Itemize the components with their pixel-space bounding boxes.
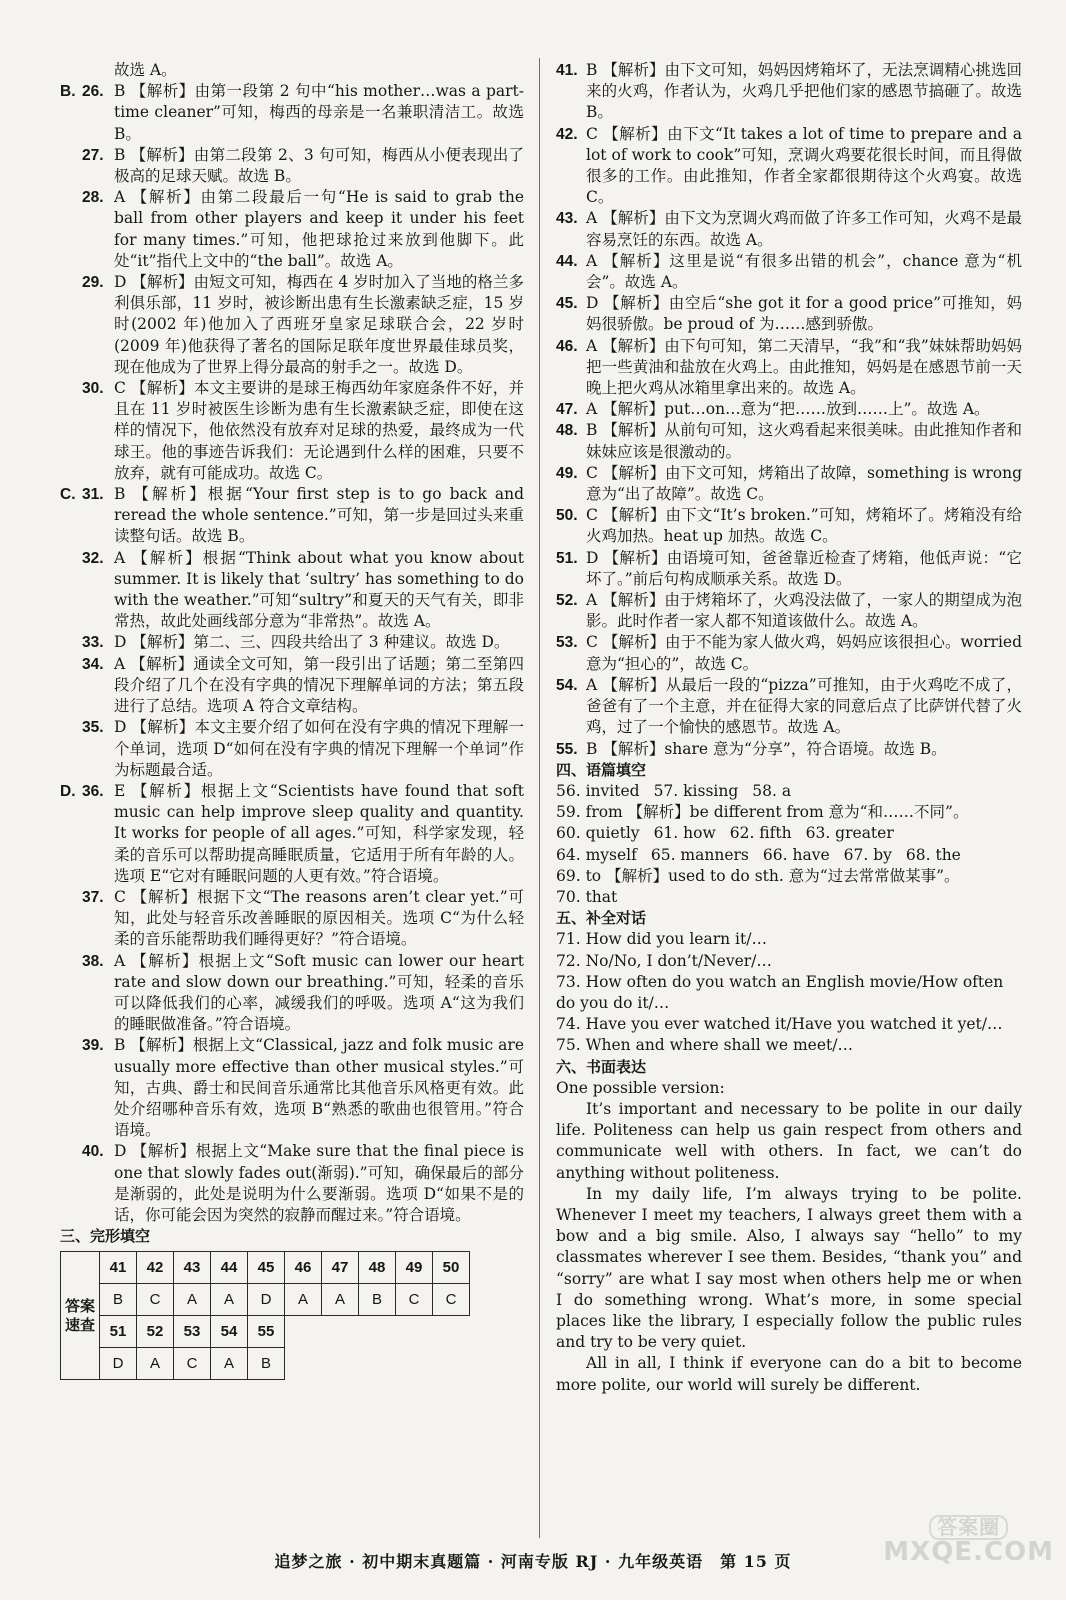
question-number: 39. bbox=[82, 1037, 104, 1055]
question-number: 51. bbox=[556, 549, 578, 567]
answer-explanation: C 【解析】由下文“It takes a lot of time to prepare and a lot of work to cook”可知，烹调火鸡要花很长时间，而且得做很多的工作。由此推知，作者全家都很期待这个火鸡宴。故选 C。 bbox=[586, 124, 1022, 207]
fill-answer: 65. manners bbox=[650, 845, 749, 864]
fill-answer: 68. the bbox=[905, 845, 961, 864]
answer-explanation: E 【解析】根据上文“Scientists have found that soft music can help improve sleep quality and quantity. It works for people of all ages.”可知，科学家发现，轻柔的音乐可以帮助提高睡眠质量，它适用于所有年龄的人。选项 E“它对有睡眠问题的人更有效。”符合语境。 bbox=[114, 781, 524, 885]
question-number: 30. bbox=[82, 380, 104, 398]
question-number-cell: 50 bbox=[433, 1252, 470, 1284]
question-number: 35. bbox=[82, 719, 104, 737]
answer-explanation: A 【解析】由下句可知，第二天清早，“我”和“我”妹妹帮助妈妈把一些黄油和盐放在火鸡上。由此推知，妈妈是在感恩节前一天晚上把火鸡从冰箱里拿出来的。故选 A。 bbox=[586, 336, 1022, 398]
answer-explanation: A 【解析】put…on…意为“把……放到……上”。故选 A。 bbox=[586, 400, 990, 419]
writing-intro: One possible version: bbox=[556, 1078, 725, 1097]
fill-answer: 64. myself bbox=[556, 845, 637, 864]
answer-cell: C bbox=[174, 1348, 211, 1380]
page-footer: 追梦之旅 · 初中期末真题篇 · 河南专版 RJ · 九年级英语 第 15 页 bbox=[274, 1552, 792, 1571]
answer-cell: A bbox=[137, 1348, 174, 1380]
dialogue-answer: 73. How often do you watch an English movie/How often do you do it/… bbox=[556, 972, 1004, 1012]
column-divider bbox=[539, 58, 540, 1538]
answer-item bbox=[60, 887, 524, 951]
answer-item bbox=[556, 124, 1022, 209]
essay-paragraph: All in all, I think if everyone can do a bit to become more polite, our world will surely be different. bbox=[556, 1354, 1022, 1394]
question-number: 48. bbox=[556, 422, 578, 440]
question-number: 32. bbox=[82, 549, 104, 567]
answer-item bbox=[556, 251, 1022, 293]
answer-cell: B bbox=[100, 1284, 137, 1316]
passage-letter: D. bbox=[60, 782, 76, 800]
answer-item bbox=[60, 781, 524, 887]
question-number: 54. bbox=[556, 676, 578, 694]
answer-explanation: C 【解析】由下文“It’s broken.”可知，烤箱坏了。烤箱没有给火鸡加热。heat up 加热。故选 C。 bbox=[586, 506, 1022, 546]
dialogue-answer: 74. Have you ever watched it/Have you watched it yet/… bbox=[556, 1015, 1003, 1034]
question-number-cell: 55 bbox=[248, 1316, 285, 1348]
answer-item bbox=[60, 1141, 524, 1226]
answer-explanation: D 【解析】本文主要介绍了如何在没有字典的情况下理解一个单词，选项 D“如何在没有字典的情况下理解一个单词”作为标题最合适。 bbox=[114, 718, 524, 779]
fill-answer-line bbox=[556, 866, 1022, 887]
fill-answer: 62. fifth bbox=[729, 824, 792, 843]
question-number: 52. bbox=[556, 592, 578, 610]
fill-answer-line bbox=[556, 781, 1022, 802]
left-column bbox=[60, 60, 524, 1380]
question-number-cell: 54 bbox=[211, 1316, 248, 1348]
answer-item bbox=[556, 336, 1022, 400]
fill-answer-line bbox=[556, 845, 1022, 866]
answer-explanation: B 【解析】由下文可知，妈妈因烤箱坏了，无法烹调精心挑选回来的火鸡，作者认为，火鸡几乎把他们家的感恩节搞砸了。故选 B。 bbox=[586, 61, 1022, 122]
dialogue-answer: 75. When and where shall we meet/… bbox=[556, 1036, 853, 1055]
question-number: 50. bbox=[556, 507, 578, 525]
answer-item bbox=[556, 399, 1022, 420]
fill-answer: 70. that bbox=[556, 887, 618, 906]
fill-answer: 66. have bbox=[762, 845, 830, 864]
question-number: 31. bbox=[82, 486, 104, 504]
answer-item bbox=[60, 378, 524, 484]
question-number: 29. bbox=[82, 274, 104, 292]
answer-cell: B bbox=[359, 1284, 396, 1316]
fill-answer: 69. to 【解析】used to do sth. 意为“过去常常做某事”。 bbox=[556, 866, 960, 885]
answer-item bbox=[60, 145, 524, 187]
answer-explanation: C 【解析】本文主要讲的是球王梅西幼年家庭条件不好，并且在 11 岁时被医生诊断为患有生长激素缺乏症，即使在这样的情况下，他依然没有放弃对足球的热爱，最终成为一代球王。他的事迹告诉我们：无论遇到什么样的困难，只要不放弃，就有可能成功。故选 C。 bbox=[114, 379, 524, 482]
answer-explanation: C 【解析】根据下文“The reasons aren’t clear yet.”可知，此处与轻音乐改善睡眠的原因相关。选项 C“为什么轻柔的音乐能帮助我们睡得更好？”符合语境。 bbox=[114, 887, 524, 949]
fill-answer: 57. kissing bbox=[653, 781, 739, 800]
question-number: 53. bbox=[556, 634, 578, 652]
fill-answer: 61. how bbox=[653, 824, 716, 843]
answer-item bbox=[556, 463, 1022, 505]
watermark-logo: 答案圈 bbox=[929, 1515, 1008, 1540]
question-number: 36. bbox=[82, 782, 104, 800]
question-number: 44. bbox=[556, 252, 578, 270]
answer-cell: C bbox=[433, 1284, 470, 1316]
answer-explanation: B 【解析】从前句可知，这火鸡看起来很美味。由此推知作者和妹妹应该是很激动的。 bbox=[586, 421, 1022, 461]
answer-item bbox=[60, 81, 524, 145]
question-number: 26. bbox=[82, 83, 104, 101]
answer-cell: A bbox=[211, 1284, 248, 1316]
answer-item bbox=[556, 505, 1022, 547]
answer-explanation: A 【解析】从最后一段的“pizza”可推知，由于火鸡吃不成了，爸爸有了一个主意，并在征得大家的同意后点了比萨饼代替了火鸡，过了一个愉快的感恩节。故选 A。 bbox=[586, 675, 1022, 737]
answer-item bbox=[556, 632, 1022, 674]
answer-cell: A bbox=[285, 1284, 322, 1316]
answer-cell: D bbox=[100, 1348, 137, 1380]
fill-answer: 59. from 【解析】be different from 意为“和……不同”。 bbox=[556, 803, 969, 822]
question-number-cell: 42 bbox=[137, 1252, 174, 1284]
essay-paragraph: It’s important and necessary to be polite in our daily life. Politeness can help us gain respect from others and communicate well with others. In fact, we can’t do anything without politeness. bbox=[556, 1099, 1022, 1182]
empty-cell bbox=[285, 1316, 470, 1380]
answer-explanation: B 【解析】根据上文“Classical, jazz and folk music are usually more effective than other musical styles.”可知，古典、爵士和民间音乐通常比其他音乐风格更有效。此处介绍哪种音乐有效，选项 B“熟悉的歌曲也很管用。”符合语境。 bbox=[114, 1036, 524, 1140]
answer-item bbox=[60, 272, 524, 378]
question-number-cell: 52 bbox=[137, 1316, 174, 1348]
answer-item bbox=[556, 675, 1022, 739]
question-number: 34. bbox=[82, 655, 104, 673]
fill-answer-line bbox=[556, 802, 1022, 823]
right-column bbox=[556, 60, 1022, 1396]
answer-item bbox=[60, 484, 524, 548]
question-number-cell: 46 bbox=[285, 1252, 322, 1284]
answer-explanation: D 【解析】由短文可知，梅西在 4 岁时加入了当地的格兰多利俱乐部，11 岁时，被诊断出患有生长激素缺乏症，15 岁时(2002 年)他加入了西班牙皇家足球联合会，22 岁时(2009 年)他获得了著名的国际足联年度世界最佳球员奖，现在他成为了世界上得分最高的射手之一。故选 D。 bbox=[114, 273, 524, 376]
answer-explanation: B 【解析】根据“Your first step is to go back and reread the whole sentence.”可知，第一步是回过头来重读整句话。故选 B。 bbox=[114, 485, 524, 546]
fill-answer: 67. by bbox=[843, 845, 892, 864]
question-number: 46. bbox=[556, 337, 578, 355]
answer-cell: A bbox=[174, 1284, 211, 1316]
question-number: 55. bbox=[556, 740, 578, 758]
answer-item bbox=[60, 1035, 524, 1141]
fill-answer-line bbox=[556, 887, 1022, 908]
answer-item bbox=[556, 590, 1022, 632]
answer-item bbox=[60, 717, 524, 781]
answer-cell: C bbox=[137, 1284, 174, 1316]
question-number-cell: 44 bbox=[211, 1252, 248, 1284]
section-heading-passage-fill: 四、语篇填空 bbox=[556, 760, 647, 779]
answer-item bbox=[556, 739, 1022, 760]
section-heading-dialogue: 五、补全对话 bbox=[556, 909, 647, 928]
section-heading-writing: 六、书面表达 bbox=[556, 1057, 647, 1076]
question-number-cell: 48 bbox=[359, 1252, 396, 1284]
answer-explanation: D 【解析】由空后“she got it for a good price”可推知，妈妈很骄傲。be proud of 为……感到骄傲。 bbox=[586, 294, 1022, 334]
answer-key-label: 答案速查 bbox=[61, 1252, 100, 1380]
answer-cell: D bbox=[248, 1284, 285, 1316]
section-heading-cloze: 三、完形填空 bbox=[60, 1227, 151, 1246]
answer-explanation: A 【解析】通读全文可知，第一段引出了话题；第二至第四段介绍了几个在没有字典的情况下理解单词的方法；第五段进行了总结。选项 A 符合文章结构。 bbox=[114, 654, 524, 716]
dialogue-answer: 71. How did you learn it/… bbox=[556, 930, 767, 949]
question-number-cell: 47 bbox=[322, 1252, 359, 1284]
fill-answer-line bbox=[556, 823, 1022, 844]
question-number: 42. bbox=[556, 125, 578, 143]
question-number: 45. bbox=[556, 295, 578, 313]
answer-explanation: D 【解析】由语境可知，爸爸靠近检查了烤箱，他低声说：“它坏了。”前后句构成顺承关系。故选 D。 bbox=[586, 548, 1022, 588]
answer-item bbox=[60, 548, 524, 633]
answer-explanation: B 【解析】share 意为“分享”，符合语境。故选 B。 bbox=[586, 739, 947, 758]
question-number-cell: 41 bbox=[100, 1252, 137, 1284]
question-number: 43. bbox=[556, 210, 578, 228]
question-number-cell: 43 bbox=[174, 1252, 211, 1284]
fill-answer: 60. quietly bbox=[556, 824, 640, 843]
answer-explanation: A 【解析】这里是说“有很多出错的机会”，chance 意为“机会”。故选 A。 bbox=[586, 251, 1022, 292]
watermark-site: MXQE.COM bbox=[883, 1537, 1054, 1568]
answer-explanation: C 【解析】由于不能为家人做火鸡，妈妈应该很担心。worried 意为“担心的”，故选 C。 bbox=[586, 633, 1022, 673]
essay-paragraph: In my daily life, I’m always trying to be polite. Whenever I meet my teachers, I always greet them with a bow and a big smile. Also, I always say “hello” to my classmates wherever I see them. Besides, “thank you” and “sorry” are what I say most when others help me or when I do something wrong. What’s more, in some special places like the library, I especially follow the public rules and try to be very quiet. bbox=[556, 1184, 1022, 1352]
question-number-cell: 51 bbox=[100, 1316, 137, 1348]
question-number: 27. bbox=[82, 146, 104, 164]
answer-explanation: A 【解析】根据上文“Soft music can lower our heart rate and slow down our breathing.”可知，轻柔的音乐可以降低我们的心率，减缓我们的呼吸。选项 A“这为我们的睡眠做准备。”符合语境。 bbox=[114, 951, 524, 1034]
question-number: 47. bbox=[556, 401, 578, 419]
answer-explanation: B 【解析】由第二段第 2、3 句可知，梅西从小便表现出了极高的足球天赋。故选 B。 bbox=[114, 145, 524, 186]
passage-letter: C. bbox=[60, 486, 76, 504]
question-number: 41. bbox=[556, 62, 578, 79]
answer-explanation: C 【解析】由下文可知，烤箱出了故障，something is wrong 意为“出了故障”。故选 C。 bbox=[586, 463, 1022, 504]
answer-cell: A bbox=[211, 1348, 248, 1380]
answer-continuation: 故选 A。 bbox=[114, 61, 177, 79]
fill-answer: 63. greater bbox=[805, 824, 894, 843]
question-number: 33. bbox=[82, 634, 104, 652]
answer-explanation: A 【解析】根据“Think about what you know about summer. It is likely that ‘sultry’ has something to do with the weather.”可知“sultry”和夏天的天气有关，即非常热，故此处画线部分意为“非常热”。故选 A。 bbox=[114, 548, 524, 631]
sample-essay bbox=[556, 1099, 1022, 1396]
answer-cell: C bbox=[396, 1284, 433, 1316]
answer-item bbox=[60, 654, 524, 718]
answer-item bbox=[60, 951, 524, 1036]
answer-cell: B bbox=[248, 1348, 285, 1380]
question-number: 28. bbox=[82, 189, 104, 207]
answer-explanation: B 【解析】由第一段第 2 句中“his mother…was a part-time cleaner”可知，梅西的母亲是一名兼职清洁工。故选 B。 bbox=[114, 82, 524, 143]
watermark bbox=[883, 1515, 1054, 1568]
question-number-cell: 53 bbox=[174, 1316, 211, 1348]
answer-explanation: A 【解析】由于烤箱坏了，火鸡没法做了，一家人的期望成为泡影。此时作者一家人都不知道该做什么。故选 A。 bbox=[586, 591, 1022, 631]
answer-explanation: D 【解析】根据上文“Make sure that the final piece is one that slowly fades out(渐弱).”可知，确保最后的部分是渐弱的，此处是说明为什么要渐弱。选项 D“如果不是的话，你可能会因为突然的寂静而醒过来。”符合语境。 bbox=[114, 1142, 524, 1224]
fill-answer: 58. a bbox=[752, 781, 792, 800]
answer-item bbox=[556, 548, 1022, 590]
question-number-cell: 49 bbox=[396, 1252, 433, 1284]
answer-explanation: A 【解析】由第二段最后一句“He is said to grab the ball from other players and keep it under his feet for many times.”可知，他把球抢过来放到他脚下。此处“it”指代上文中的“the ball”。故选 A。 bbox=[114, 188, 524, 270]
dialogue-answer: 72. No/No, I don’t/Never/… bbox=[556, 951, 772, 970]
answer-item bbox=[60, 632, 524, 653]
passage-letter: B. bbox=[60, 83, 76, 101]
answer-item bbox=[556, 293, 1022, 335]
answer-key-table bbox=[60, 1251, 470, 1380]
answer-explanation: A 【解析】由下文为烹调火鸡而做了许多工作可知，火鸡不是最容易烹饪的东西。故选 A。 bbox=[586, 209, 1022, 249]
answer-item bbox=[60, 187, 524, 272]
answer-item bbox=[556, 420, 1022, 462]
answer-cell: A bbox=[322, 1284, 359, 1316]
question-number: 40. bbox=[82, 1143, 104, 1161]
question-number-cell: 45 bbox=[248, 1252, 285, 1284]
answer-explanation: D 【解析】第二、三、四段共给出了 3 种建议。故选 D。 bbox=[114, 633, 510, 652]
question-number: 49. bbox=[556, 464, 578, 482]
answer-item bbox=[556, 60, 1022, 124]
question-number: 37. bbox=[82, 888, 104, 906]
answer-item bbox=[556, 208, 1022, 250]
question-number: 38. bbox=[82, 952, 104, 970]
fill-answer: 56. invited bbox=[556, 781, 640, 800]
